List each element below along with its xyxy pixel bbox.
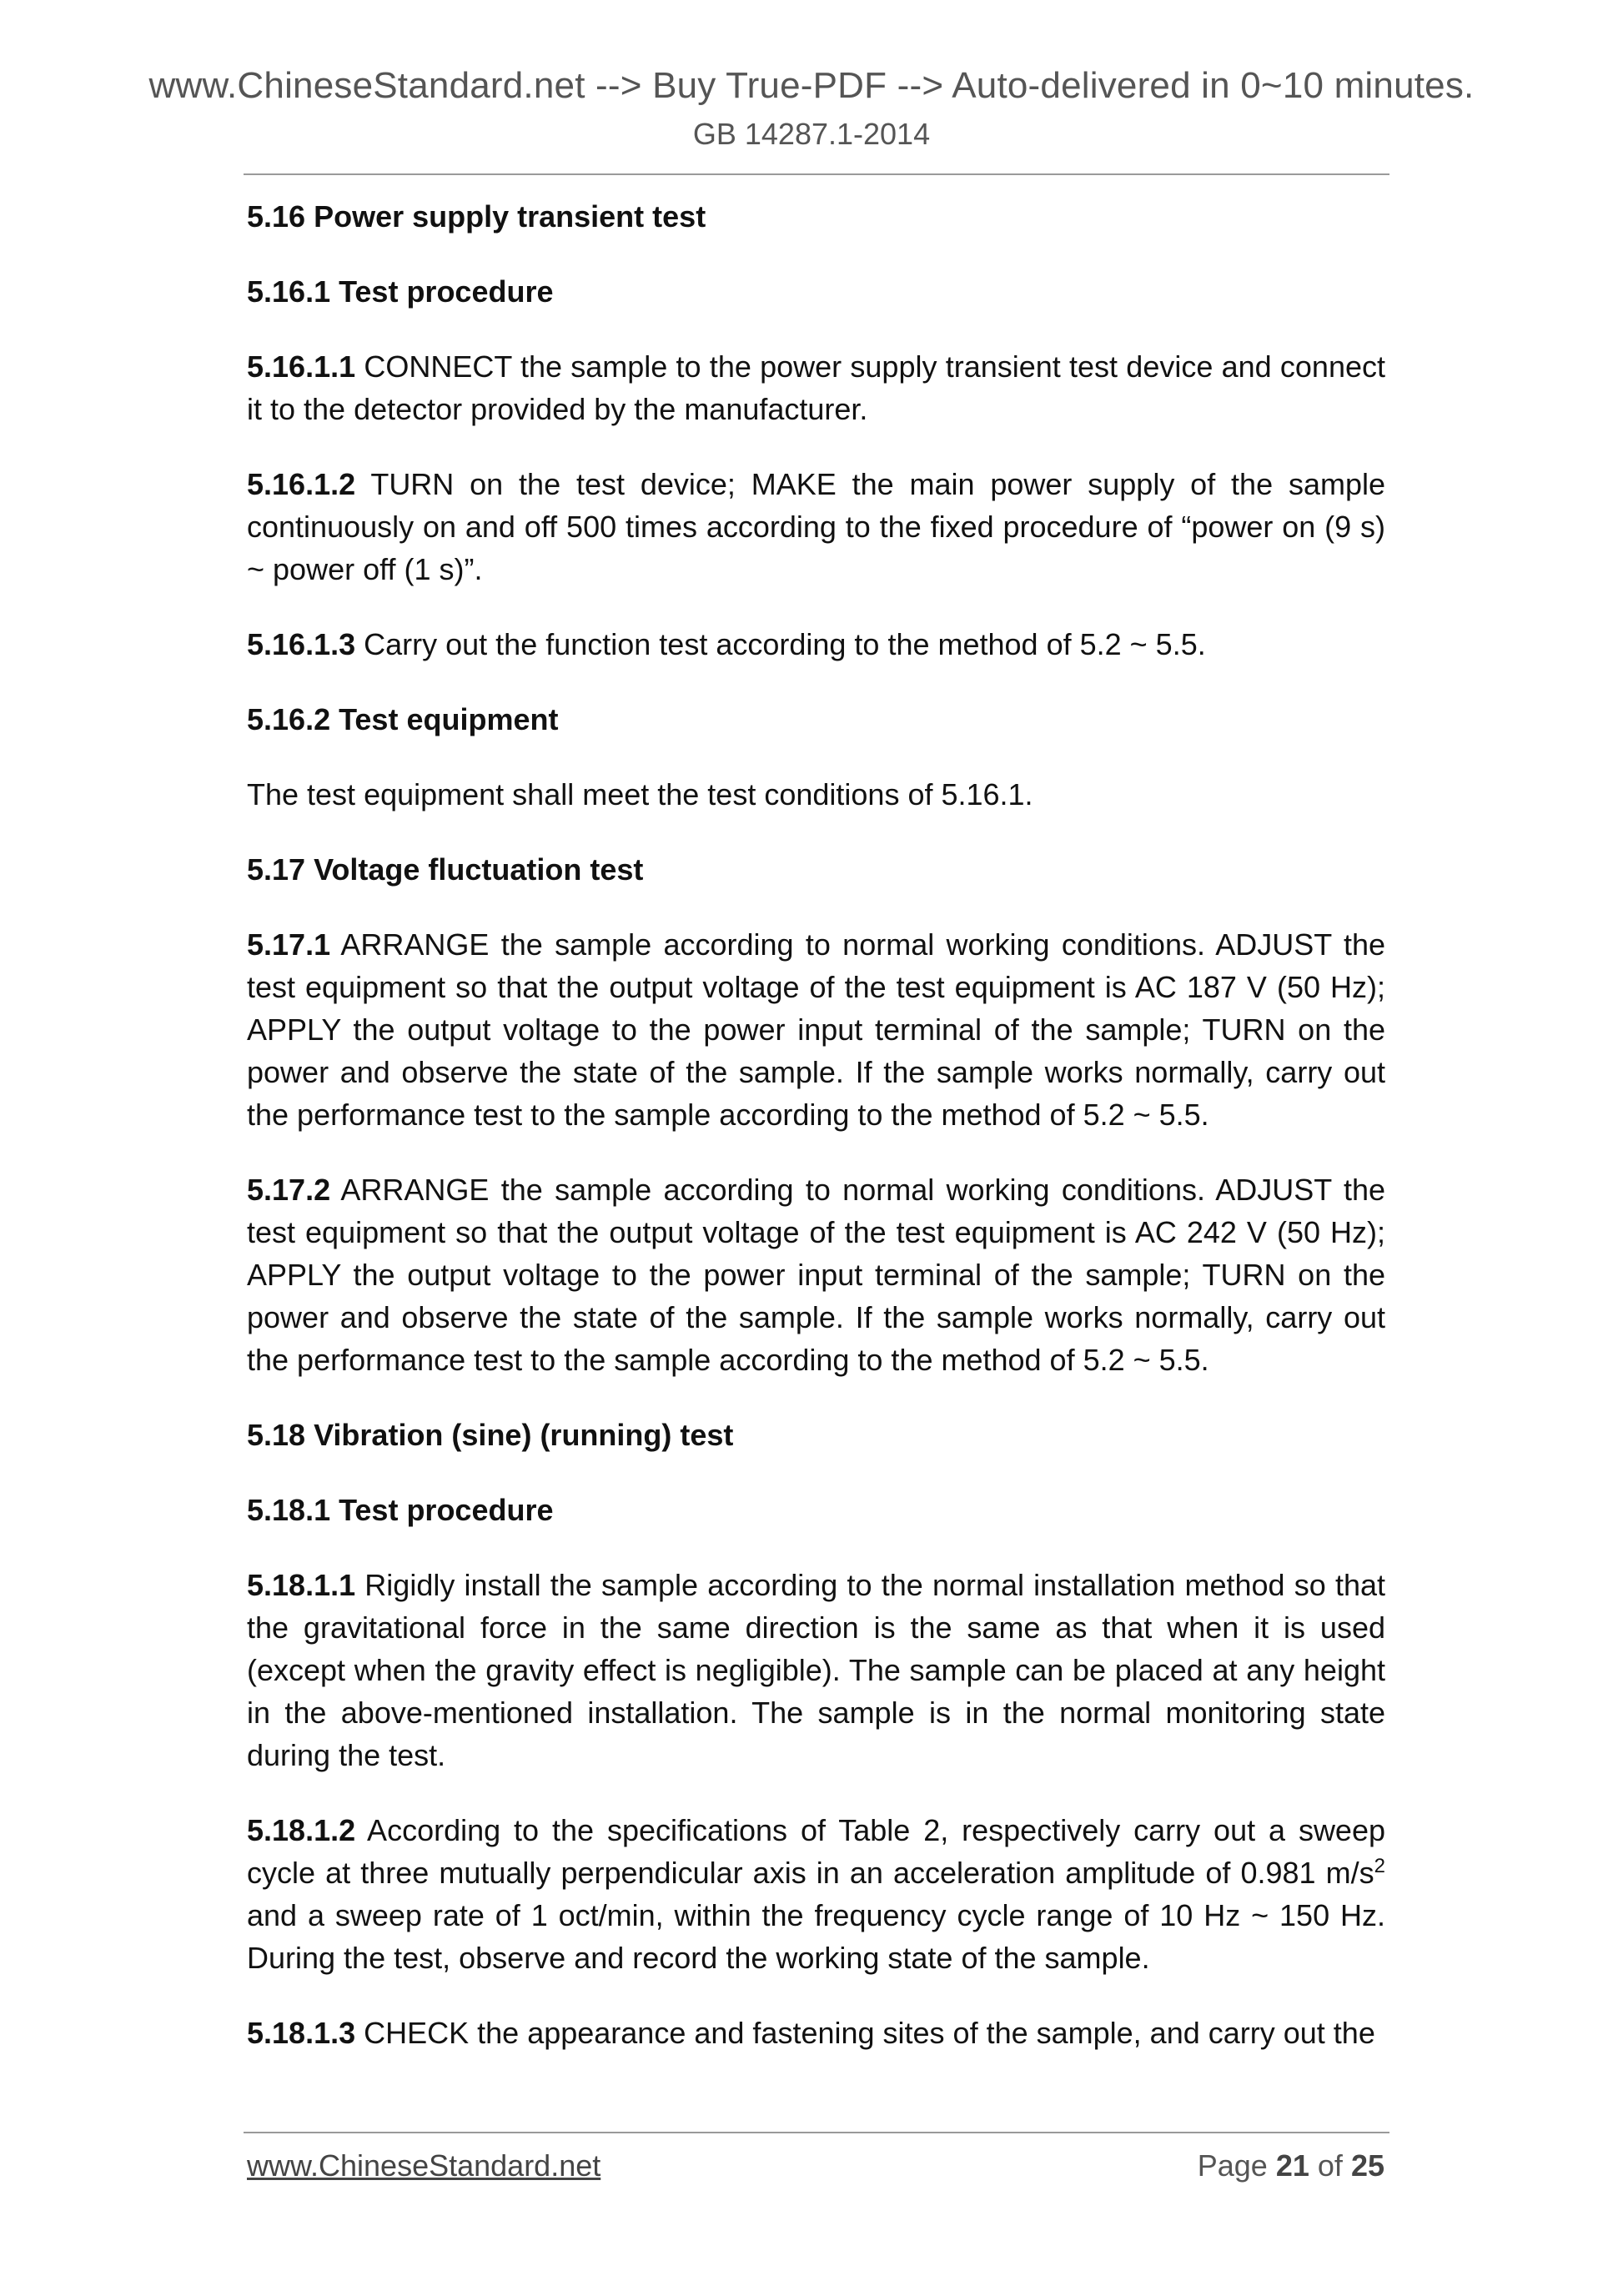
clause-text: According to the specifications of Table 2, respectively carry out a sweep cycle at three mutually perpendicular axis in an acceleration amplitude of 0.981 m/s	[247, 1813, 1385, 1890]
heading-5-16: 5.16 Power supply transient test	[247, 199, 706, 234]
heading-5-18-1: 5.18.1 Test procedure	[247, 1493, 554, 1527]
heading-5-16-2: 5.16.2 Test equipment	[247, 702, 559, 736]
clause-text: Rigidly install the sample according to the normal installation method so that the gravitational force in the same direction is the same as that when it is used (except when the gravity effect is negligible). The sample can be placed at any height in the above-mentioned installation. The sample is in the normal monitoring state during the test.	[247, 1568, 1385, 1772]
clause-5-17-1	[247, 923, 1385, 1136]
clause-5-16-1-3	[247, 623, 1385, 666]
clause-text: CHECK the appearance and fastening sites of the sample, and carry out the	[355, 2016, 1375, 2050]
heading-5-16-1: 5.16.1 Test procedure	[247, 274, 554, 309]
clause-text: TURN on the test device; MAKE the main power supply of the sample continuously on and off 500 times according to the fixed procedure of “power on (9 s) ~ power off (1 s)”.	[247, 467, 1385, 586]
clause-number: 5.16.1.2	[247, 467, 356, 501]
standard-number: GB 14287.1-2014	[692, 117, 931, 151]
heading-5-18: 5.18 Vibration (sine) (running) test	[247, 1418, 734, 1452]
footer-divider	[244, 2132, 1389, 2133]
footer-website-link[interactable]: www.ChineseStandard.net	[247, 2148, 601, 2183]
clause-number: 5.17.1	[247, 927, 331, 962]
clause-number: 5.16.1.3	[247, 627, 356, 661]
clause-text: Carry out the function test according to the method of 5.2 ~ 5.5.	[355, 627, 1206, 661]
clause-5-16-1-2	[247, 463, 1385, 590]
clause-number: 5.17.2	[247, 1173, 331, 1207]
page-indicator	[1198, 2148, 1384, 2183]
clause-number: 5.18.1.3	[247, 2016, 356, 2050]
clause-number: 5.16.1.1	[247, 349, 356, 384]
clause-text: ARRANGE the sample according to normal working conditions. ADJUST the test equipment so that the output voltage of the test equipment is AC 187 V (50 Hz); APPLY the output voltage to the power input terminal of the sample; TURN on the power and observe the state of the sample. If the sample works normally, carry out the performance test to the sample according to the method of 5.2 ~ 5.5.	[247, 927, 1385, 1132]
header-divider	[244, 173, 1389, 175]
total-pages: 25	[1350, 2148, 1384, 2183]
superscript-exponent: 2	[1374, 1855, 1385, 1877]
clause-text-continued: and a sweep rate of 1 oct/min, within the frequency cycle range of 10 Hz ~ 150 Hz. During the test, observe and record the working state of the sample.	[247, 1898, 1385, 1975]
clause-5-17-2	[247, 1168, 1385, 1381]
clause-text: ARRANGE the sample according to normal working conditions. ADJUST the test equipment so that the output voltage of the test equipment is AC 242 V (50 Hz); APPLY the output voltage to the power input terminal of the sample; TURN on the power and observe the state of the sample. If the sample works normally, carry out the performance test to the sample according to the method of 5.2 ~ 5.5.	[247, 1173, 1385, 1377]
page-of-word: of	[1317, 2148, 1343, 2183]
clause-5-16-2-text: The test equipment shall meet the test conditions of 5.16.1.	[247, 777, 1033, 811]
clause-text: CONNECT the sample to the power supply transient test device and connect it to the detector provided by the manufacturer.	[247, 349, 1385, 426]
heading-5-17: 5.17 Voltage fluctuation test	[247, 852, 644, 887]
current-page: 21	[1275, 2148, 1309, 2183]
header-banner: www.ChineseStandard.net --> Buy True-PDF --> Auto-delivered in 0~10 minutes.	[148, 65, 1475, 106]
clause-5-18-1-2	[247, 1809, 1385, 1979]
page-word: Page	[1197, 2148, 1268, 2183]
clause-5-18-1-3	[247, 2012, 1385, 2054]
clause-5-16-1-1	[247, 345, 1385, 430]
document-body	[247, 195, 1385, 2087]
clause-5-18-1-1	[247, 1564, 1385, 1776]
clause-number: 5.18.1.1	[247, 1568, 356, 1602]
clause-number: 5.18.1.2	[247, 1813, 356, 1847]
